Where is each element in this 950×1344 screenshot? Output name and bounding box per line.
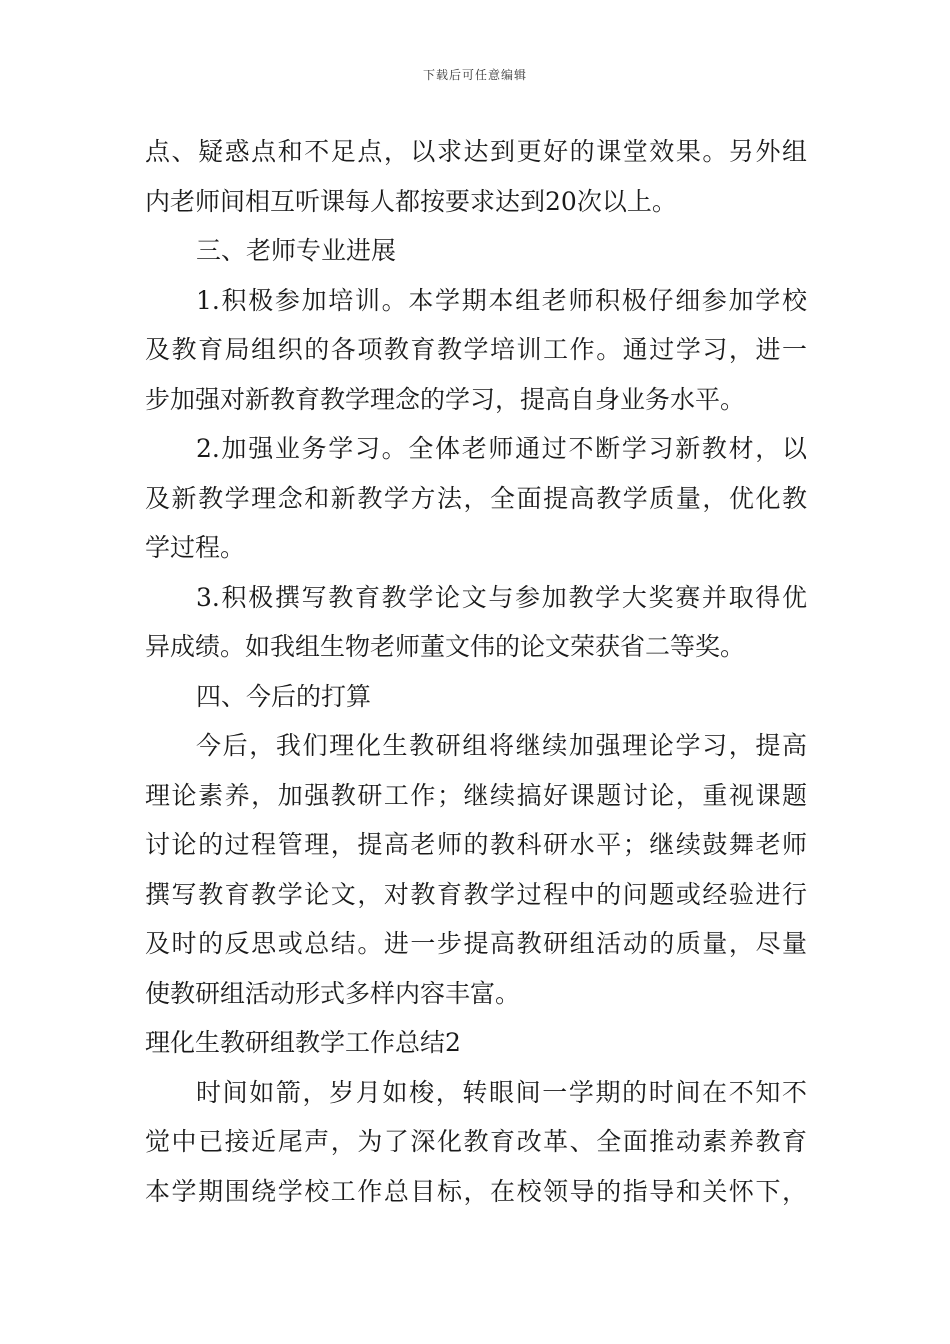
text-line: 觉中已接近尾声，为了深化教育改革、全面推动素养教育 (145, 1127, 807, 1156)
text-line: 及新教学理念和新教学方法，全面提高教学质量，优化教 (145, 483, 807, 513)
text-line: 今后，我们理化生教研组将继续加强理论学习，提高 (196, 731, 807, 760)
text-line: 2.加强业务学习。全体老师通过不断学习新教材，以 (196, 434, 807, 463)
text-line: 三、老师专业进展 (196, 236, 397, 265)
text-line: 步加强对新教育教学理念的学习，提高自身业务水平。 (145, 384, 746, 414)
text-line: 异成绩。如我组生物老师董文伟的论文荣获省二等奖。 (145, 632, 746, 661)
text-line: 四、今后的打算 (196, 681, 372, 711)
text-line: 及教育局组织的各项教育教学培训工作。通过学习，进一 (145, 335, 807, 364)
text-line: 讨论的过程管理，提高老师的教科研水平；继续鼓舞老师 (145, 830, 807, 859)
header-note: 下载后可任意编辑 (422, 68, 527, 82)
text-line: 时间如箭，岁月如梭，转眼间一学期的时间在不知不 (196, 1077, 807, 1107)
text-line: 点、疑惑点和不足点，以求达到更好的课堂效果。另外组 (145, 137, 807, 166)
document-body (145, 127, 807, 1216)
text-line: 内老师间相互听课每人都按要求达到20次以上。 (145, 186, 677, 216)
text-line: 撰写教育教学论文，对教育教学过程中的问题或经验进行 (145, 879, 807, 909)
text-line: 学过程。 (145, 533, 246, 562)
text-line: 本学期围绕学校工作总目标，在校领导的指导和关怀下， (145, 1176, 807, 1206)
text-line: 使教研组活动形式多样内容丰富。 (145, 978, 521, 1008)
text-line: 3.积极撰写教育教学论文与参加教学大奖赛并取得优 (196, 582, 807, 612)
text-line: 理化生教研组教学工作总结2 (145, 1028, 461, 1057)
text-line: 及时的反思或总结。进一步提高教研组活动的质量，尽量 (145, 929, 807, 958)
text-line: 1.积极参加培训。本学期本组老师积极仔细参加学校 (196, 285, 807, 315)
text-line: 理论素养，加强教研工作；继续搞好课题讨论，重视课题 (145, 780, 807, 810)
